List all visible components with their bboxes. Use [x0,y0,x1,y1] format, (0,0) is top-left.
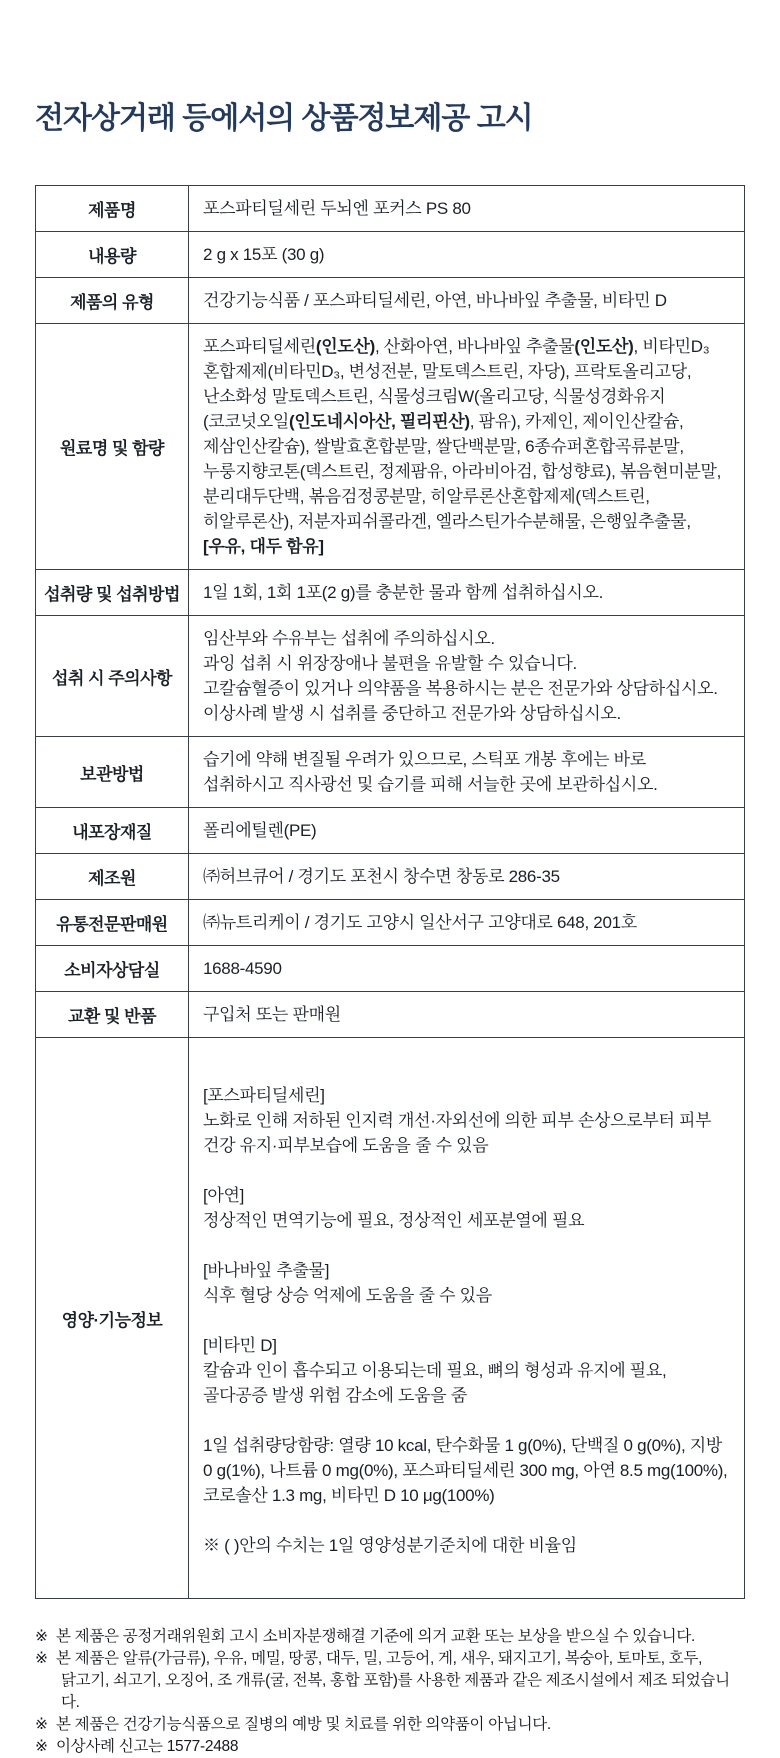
table-row [36,324,745,570]
value-line: 1일 섭취량당함량: 열량 10 kcal, 탄수화물 1 g(0%), 단백질 0 g(0%), 지방 0 g(1%), 나트륨 0 mg(0%), 포스파티딜세린 300 mg, 아연 8.5 mg(100%), 코로솔산 1.3 mg, 비타민 D 10 μg(100%) [203,1436,728,1505]
footnote-text: 닭고기, 쇠고기, 오징어, 조 개류(굴, 전복, 홍합 포함)를 사용한 제품과 같은 제조시설에서 제조 되었습니다. [61,1672,730,1711]
value-line: 포스파티딜세린 두뇌엔 포커스 PS 80 [203,199,471,218]
footnote [35,1626,745,1648]
info-block [203,1333,730,1408]
table-row [36,278,745,324]
footnote-text: 본 제품은 알류(가금류), 우유, 메밀, 땅콩, 대두, 밀, 고등어, 게, 새우, 돼지고기, 복숭아, 토마토, 호두, [56,1650,703,1667]
value-line: 구입처 또는 판매원 [203,1005,341,1024]
table-row [36,854,745,900]
footnote [35,1736,745,1758]
row-value [189,1038,745,1599]
row-label: 제품명 [36,186,189,232]
value-line: [비타민 D] [203,1336,277,1355]
value-rich-text [203,334,730,559]
bold-text-segment: [우유, 대두 함유] [203,537,324,556]
row-value [189,232,745,278]
row-value [189,278,745,324]
bold-text-segment: (인도산) [315,337,375,356]
table-row [36,1038,745,1599]
table-row [36,946,745,992]
footnotes [35,1626,745,1758]
value-line: 이상사례 발생 시 섭취를 중단하고 전문가와 상담하십시오. [203,704,621,723]
reference-mark: ※ [35,1716,48,1733]
row-value [189,186,745,232]
footnote [35,1648,745,1670]
reference-mark: ※ [35,1628,48,1645]
table-row [36,900,745,946]
row-label: 원료명 및 함량 [36,324,189,570]
value-line: ※ ( )안의 수치는 1일 영양성분기준치에 대한 비율임 [203,1536,577,1555]
value-line: 습기에 약해 변질될 우려가 있으므로, 스틱포 개봉 후에는 바로 섭취하시고 직사광선 및 습기를 피해 서늘한 곳에 보관하십시오. [203,750,658,794]
row-label: 섭취량 및 섭취방법 [36,570,189,616]
value-line: 1일 1회, 1회 1포(2 g)를 충분한 물과 함께 섭취하십시오. [203,583,604,602]
text-segment: , 비타민D₃ 혼합제제(비타민D₃, 변성전분, 말토덱스트린, 자당), 프락토올리고당, 난소화성 말토덱스트린, 식물성크림W(올리고당, 식물성경화유지(코코넛오일 [203,337,710,431]
product-info-table [35,185,745,1599]
text-segment: , 팜유), 카제인, 제이인산칼슘, 제삼인산칼슘), 쌀발효혼합분말, 쌀단백분말, 6종슈퍼혼합곡류분말, 누룽지향코톤(덱스트린, 정제팜유, 아라비아검, 합성향료), 볶음현미분말, 분리대두단백, 볶음검정콩분말, 히알루론산혼합제제(덱스트린, 히알루론산), 저분자피쉬콜라겐, 엘라스틴가수분해물, 은행잎추출물, [203,412,722,531]
row-label: 내포장재질 [36,808,189,854]
row-label: 제조원 [36,854,189,900]
reference-mark: ※ [35,1738,48,1755]
info-block [203,1433,730,1508]
value-line: ㈜뉴트리케이 / 경기도 고양시 일산서구 고양대로 648, 201호 [203,913,637,932]
row-label: 소비자상담실 [36,946,189,992]
value-line: 정상적인 면역기능에 필요, 정상적인 세포분열에 필요 [203,1211,585,1230]
row-value [189,570,745,616]
footnote-text: 본 제품은 공정거래위원회 고시 소비자분쟁해결 기준에 의거 교환 또는 보상을 받으실 수 있습니다. [56,1628,696,1645]
value-line: [아연] [203,1186,245,1205]
row-value [189,737,745,808]
value-line: 임산부와 수유부는 섭취에 주의하십시오. [203,629,495,648]
row-label: 영양·기능정보 [36,1038,189,1599]
row-label: 섭취 시 주의사항 [36,616,189,737]
row-value [189,616,745,737]
table-row [36,570,745,616]
info-block [203,1258,730,1308]
row-label: 제품의 유형 [36,278,189,324]
row-value [189,946,745,992]
value-line: 식후 혈당 상승 억제에 도움을 줄 수 있음 [203,1286,492,1305]
row-label: 교환 및 반품 [36,992,189,1038]
footnote-text: 본 제품은 건강기능식품으로 질병의 예방 및 치료를 위한 의약품이 아닙니다. [56,1716,551,1733]
reference-mark: ※ [35,1650,48,1667]
text-segment: , 산화아연, 바나바잎 추출물 [374,337,575,356]
value-line: 건강기능식품 / 포스파티딜세린, 아연, 바나바잎 추출물, 비타민 D [203,291,667,310]
row-label: 보관방법 [36,737,189,808]
info-block [203,1533,730,1558]
value-line: 1688-4590 [203,959,282,978]
bold-text-segment: (인도네시아산, 필리핀산) [288,412,470,431]
footnote-text: 이상사례 신고는 1577-2488 [56,1738,239,1755]
row-label: 유통전문판매원 [36,900,189,946]
row-value [189,854,745,900]
info-table-body [36,186,745,1599]
table-row [36,992,745,1038]
table-row [36,186,745,232]
table-row [36,808,745,854]
bold-text-segment: (인도산) [574,337,634,356]
footnote [35,1670,745,1714]
value-line: 노화로 인해 저하된 인지력 개선·자외선에 의한 피부 손상으로부터 피부 건강 유지·피부보습에 도움을 줄 수 있음 [203,1111,712,1155]
value-line: 고칼슘혈증이 있거나 의약품을 복용하시는 분은 전문가와 상담하십시오. [203,679,718,698]
page-title: 전자상거래 등에서의 상품정보제공 고시 [35,102,533,135]
row-label: 내용량 [36,232,189,278]
text-segment: 포스파티딜세린 [203,337,316,356]
value-line: 과잉 섭취 시 위장장애나 불편을 유발할 수 있습니다. [203,654,577,673]
info-block [203,1083,730,1158]
table-row [36,737,745,808]
value-line: 칼슘과 인이 흡수되고 이용되는데 필요, 뼈의 형성과 유지에 필요, 골다공증 발생 위험 감소에 도움을 줌 [203,1361,667,1405]
value-line: 폴리에틸렌(PE) [203,821,317,840]
value-line: [바나바잎 추출물] [203,1261,330,1280]
value-line: ㈜허브큐어 / 경기도 포천시 창수면 창동로 286-35 [203,867,560,886]
value-line: 2 g x 15포 (30 g) [203,245,325,264]
info-block [203,1183,730,1233]
table-row [36,616,745,737]
row-value [189,324,745,570]
table-row [36,232,745,278]
row-value [189,808,745,854]
row-value [189,900,745,946]
row-value [189,992,745,1038]
value-line: [포스파티딜세린] [203,1086,325,1105]
footnote [35,1714,745,1736]
